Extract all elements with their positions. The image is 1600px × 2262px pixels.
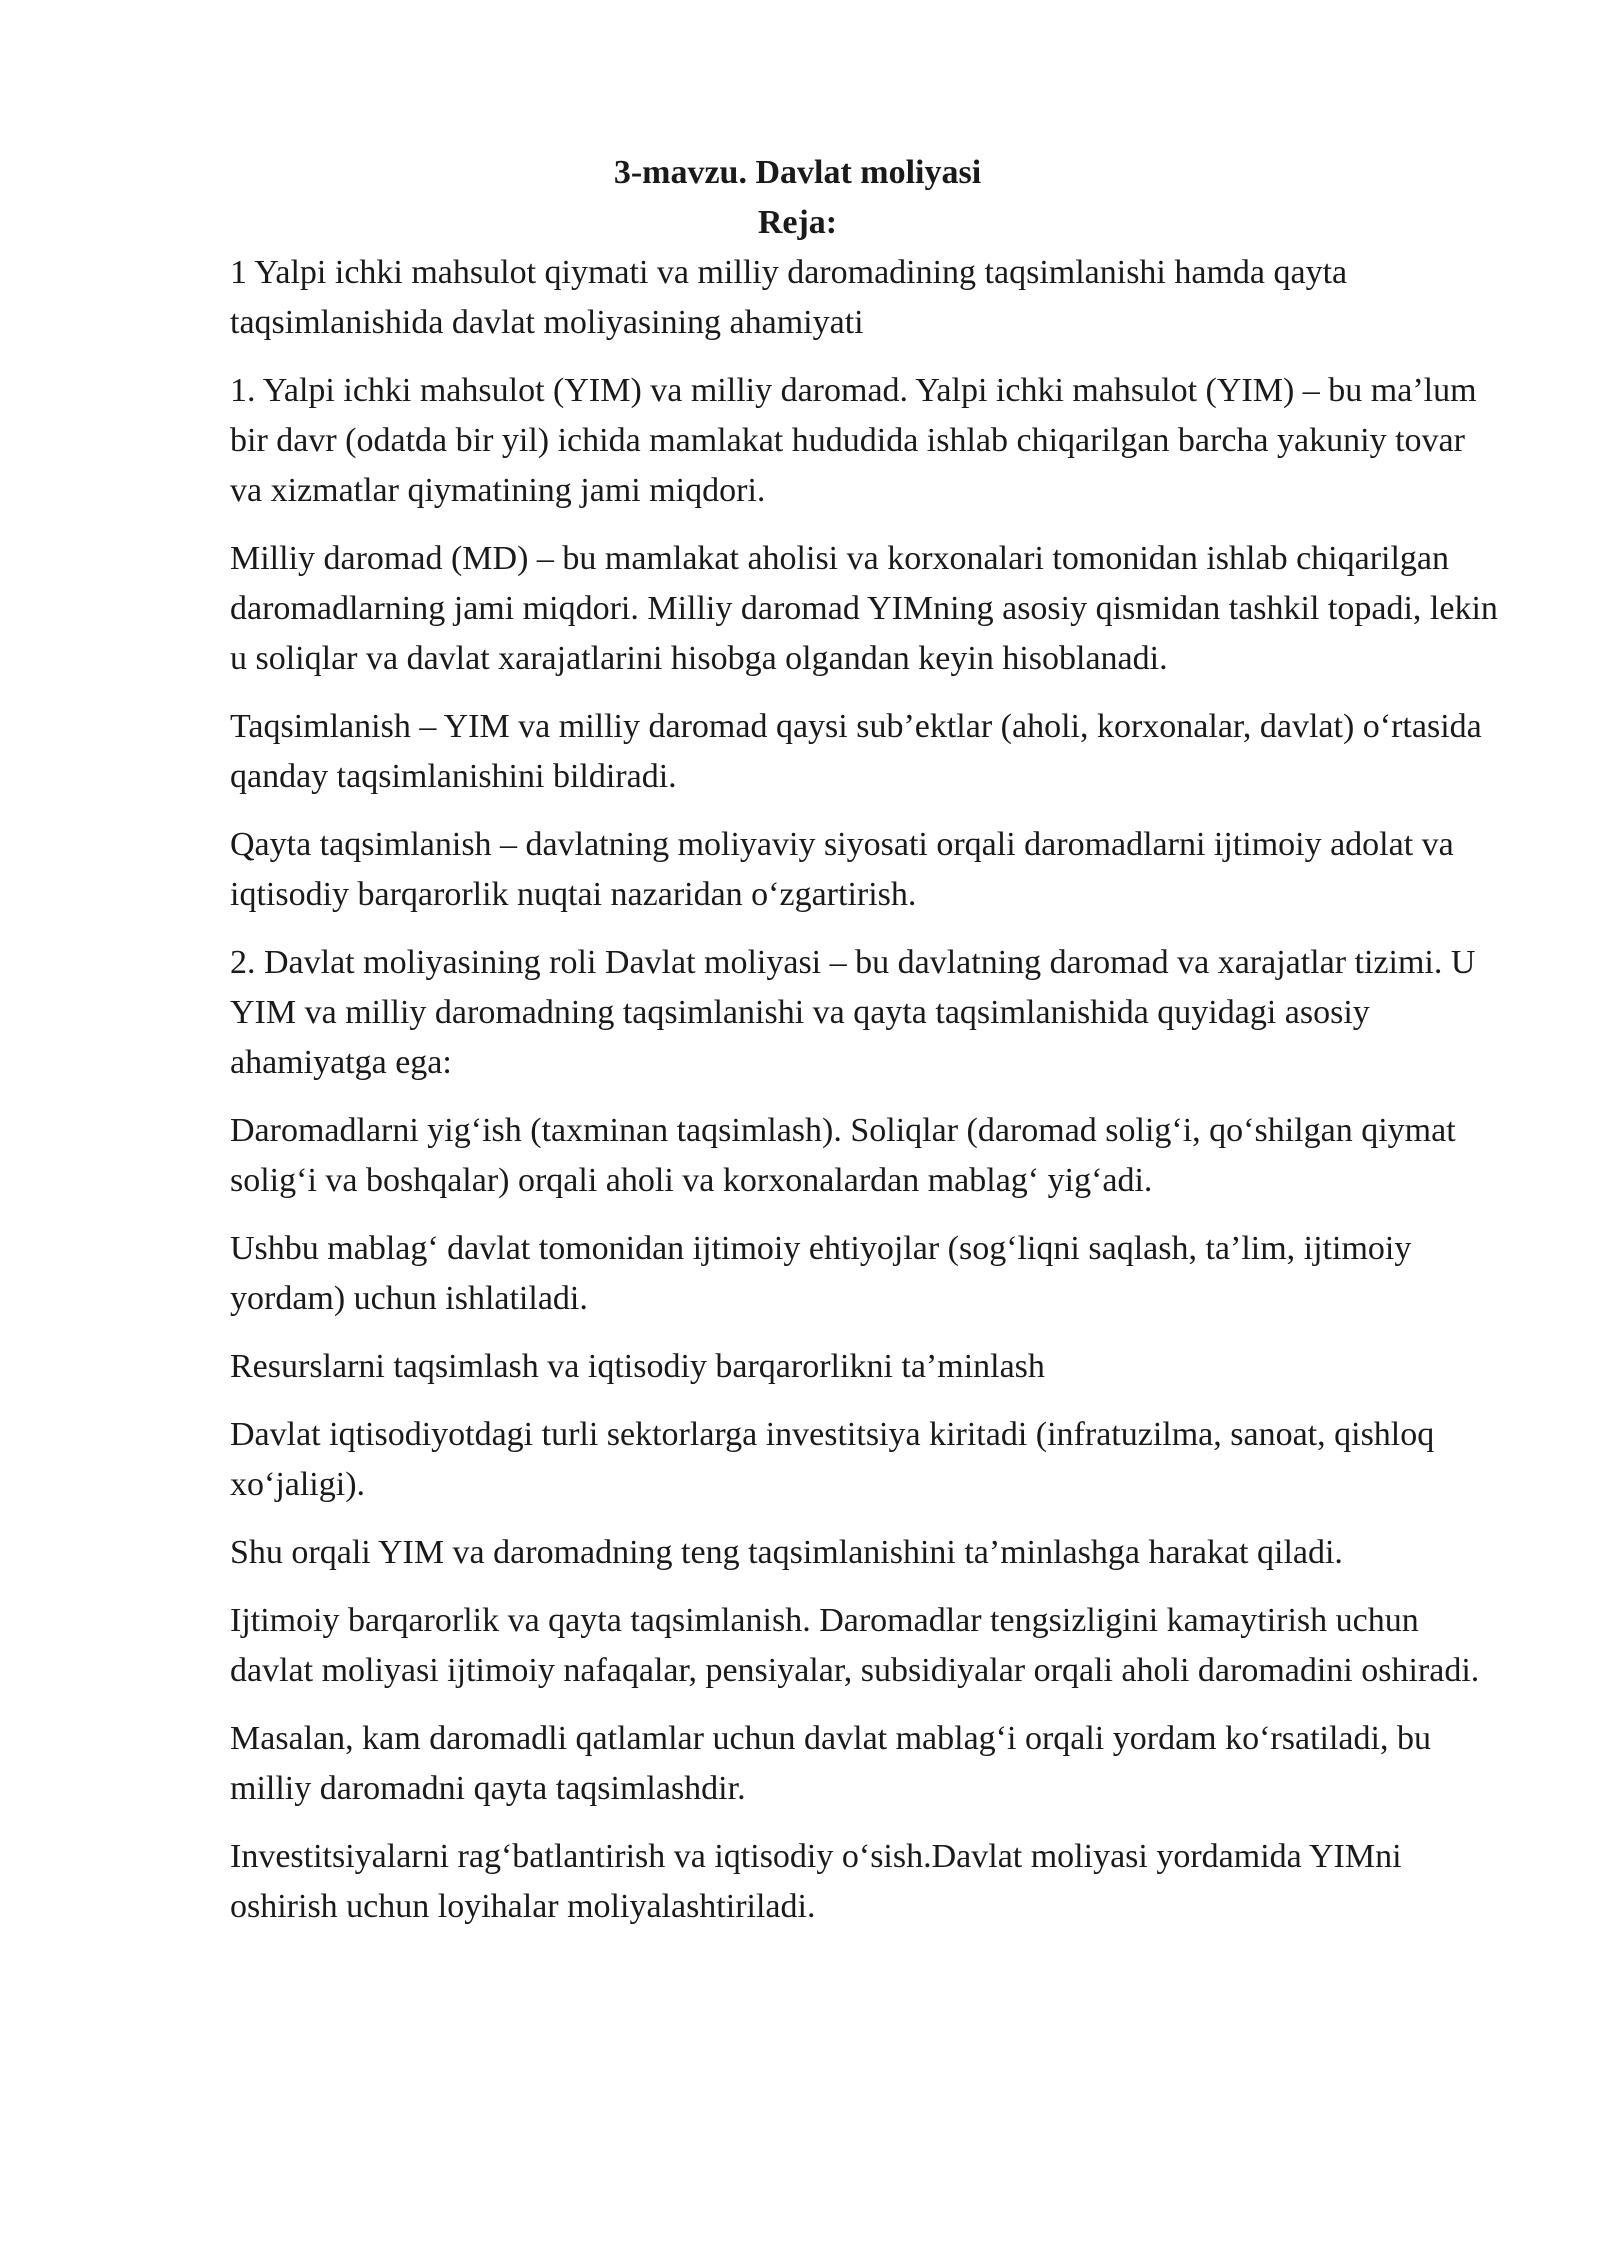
paragraph-social-needs: Ushbu mablag‘ davlat tomonidan ijtimoiy ehtiyojlar (sog‘liqni saqlash, ta’lim, ijtimoiy yordam) uchun ishlatiladi. <box>230 1230 1412 1317</box>
paragraph-revenue-collection: Daromadlarni yig‘ish (taxminan taqsimlash). Soliqlar (daromad solig‘i, qo‘shilgan qiymat solig‘i va boshqalar) orqali aholi va korxonalardan mablag‘ yig‘adi. <box>230 1112 1456 1199</box>
paragraph-redistribution: Qayta taqsimlanish – davlatning moliyaviy siyosati orqali daromadlarni ijtimoiy adolat va iqtisodiy barqarorlik nuqtai nazaridan o‘zgartirish. <box>230 826 1454 913</box>
paragraph-role-of-public-finance: 2. Davlat moliyasining roli Davlat moliyasi – bu davlatning daromad va xarajatlar tizimi. U YIM va milliy daromadning taqsimlanishi va qayta taqsimlanishida quyidagi asosiy ahamiyatga ega: <box>230 944 1476 1081</box>
paragraph-investment-growth: Investitsiyalarni rag‘batlantirish va iqtisodiy o‘sish.Davlat moliyasi yordamida YIMni oshirish uchun loyihalar moliyalashtiriladi. <box>230 1838 1402 1925</box>
document-body <box>230 148 1500 1950</box>
paragraph-gdp-definition: 1. Yalpi ichki mahsulot (YIM) va milliy daromad. Yalpi ichki mahsulot (YIM) – bu ma’lum bir davr (odatda bir yil) ichida mamlakat hududida ishlab chiqarilgan barcha yakuniy tovar va xizmatlar qiymatining jami miqdori. <box>230 372 1477 509</box>
paragraph-investment-sectors: Davlat iqtisodiyotdagi turli sektorlarga investitsiya kiritadi (infratuzilma, sanoat, qishloq xo‘jaligi). <box>230 1416 1435 1503</box>
paragraph-resource-allocation: Resurslarni taqsimlash va iqtisodiy barqarorlikni ta’minlash <box>230 1348 1045 1385</box>
document-title: 3-mavzu. Davlat moliyasi <box>613 154 982 191</box>
paragraph-distribution: Taqsimlanish – YIM va milliy daromad qaysi sub’ektlar (aholi, korxonalar, davlat) o‘rtasida qanday taqsimlanishini bildiradi. <box>230 708 1482 795</box>
paragraph-national-income: Milliy daromad (MD) – bu mamlakat aholisi va korxonalari tomonidan ishlab chiqarilgan daromadlarning jami miqdori. Milliy daromad YIMning asosiy qismidan tashkil topadi, lekin u soliqlar va davlat xarajatlarini hisobga olgandan keyin hisoblanadi. <box>230 540 1498 677</box>
paragraph-equal-distribution: Shu orqali YIM va daromadning teng taqsimlanishini ta’minlashga harakat qiladi. <box>230 1534 1343 1571</box>
plan-item: 1 Yalpi ichki mahsulot qiymati va milliy daromadining taqsimlanishi hamda qayta taqsimlanishida davlat moliyasining ahamiyati <box>230 254 1348 341</box>
paragraph-social-stability: Ijtimoiy barqarorlik va qayta taqsimlanish. Daromadlar tengsizligini kamaytirish uchun davlat moliyasi ijtimoiy nafaqalar, pensiyalar, subsidiyalar orqali aholi daromadini oshiradi. <box>230 1602 1480 1689</box>
paragraph-low-income-support: Masalan, kam daromadli qatlamlar uchun davlat mablag‘i orqali yordam ko‘rsatiladi, bu milliy daromadni qayta taqsimlashdir. <box>230 1720 1431 1807</box>
plan-heading: Reja: <box>757 204 838 241</box>
